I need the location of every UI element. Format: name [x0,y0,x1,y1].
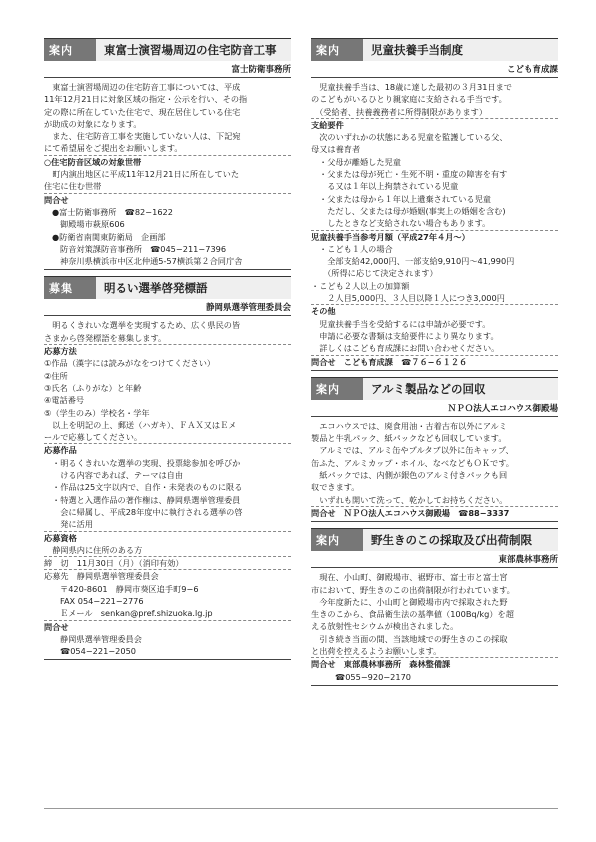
text-line: 支給要件 [311,119,344,130]
text-line: と出荷を控えるようお願いします。 [311,645,558,658]
text-line: 今年度新たに、小山町と御殿場市内で採取された野 [311,596,508,607]
text-line: エコハウスでは、廃食用油・古着古布以外にアルミ [311,420,507,431]
category-tag: 案内 [311,529,363,551]
text-line: 以上を明記の上、郵送（ハガキ）、ＦＡＸ又はＥメ [44,419,237,430]
text-line: 明るくきれいな選挙を実現するため、広く県民の皆 [44,320,241,331]
section-title: 児童扶養手当制度 [363,39,558,61]
text-line: ④電話番号 [44,395,85,406]
notice-section [311,38,558,371]
category-tag: 案内 [311,378,363,400]
text-line: ③氏名（ふりがな）と年齢 [44,382,142,393]
text-line: 応募先 静岡県選挙管理委員会 [44,571,159,582]
text-line: 缶ふた、アルミカップ・ホイル、なべなどもＯＫです。 [311,457,514,468]
text-line: 紙パックでは、内側が銀色のアルミ付きパックも回 [311,470,508,481]
notice-section [311,377,558,522]
text-line: 生きのこから、食品衛生法の基準値（100Bq/kg）を超 [311,609,514,620]
text-line: ける内容であれば、テーマは自由 [52,470,184,481]
text-line: 全部支給42,000円、一部支給9,910円〜41,990円 [319,256,515,267]
text-line: ・特選と入選作品の著作権は、静岡県選挙管理委員 [52,494,241,505]
text-line: が助成の対象になります。 [44,118,142,129]
text-line: のこどもがいるひとり親家庭に支給される手当です。 [311,94,507,105]
text-line: したときなど支給されない場合もあります。 [311,217,558,230]
organization-name: こども育成課 [311,61,558,78]
text-line: 〒420-8601 静岡市葵区追手町9−6 [60,583,199,594]
text-line: ・父母が離婚した児童 [319,156,401,167]
text-line: 次のいずれかの状態にある児童を監護している父、 [311,132,508,143]
text-line: える放射性セシウムが検出されました。 [311,621,459,632]
category-tag: 案内 [311,39,363,61]
text-line: 問合せ 東部農林事務所 森林整備課 [311,659,451,670]
text-line: ・作品は25文字以内で、自作・未発表のものに限る [52,482,243,493]
text-line: ○住宅防音区域の対象世帯 [44,156,142,167]
text-line: （受給者、扶養義務者に所得制限があります） [311,106,558,119]
text-line: 11年12月21日に対象区域の指定・公示を行い、その指 [44,94,248,105]
text-line: また、住宅防音工事を実施していない人は、下記宛 [44,131,241,142]
section-header [44,38,291,61]
text-line: ☎054−221−2050 [60,646,137,657]
text-line: ・こども２人以上の加算額 [311,280,410,291]
text-line: 町内演出地区に平成11年12月21日に所在していた [44,169,240,180]
left-column [44,38,291,666]
notice-section [311,528,558,686]
text-line: ①作品（漢字には読みがなをつけてください） [44,358,216,369]
organization-name: ＮＰＯ法人エコハウス御殿場 [311,400,558,417]
text-line: 収できます。 [311,482,360,493]
text-line: 発に活用 [44,518,291,531]
text-line: 応募作品 [44,445,77,456]
category-tag: 募集 [44,277,96,299]
text-line: 御殿場市萩原606 [60,219,125,230]
text-line: 母又は養育者 [311,144,361,155]
text-line: 神奈川県横浜市中区北仲通5-57横浜第２合同庁舎 [60,256,243,267]
text-line: ・明るくきれいな選挙の実現、投票総参加を呼びか [52,457,241,468]
text-line: アルミでは、アルミ缶やプルタブ以外に缶キャップ、 [311,445,514,456]
section-header [311,377,558,400]
text-line: 締 切 11月30日（月）（消印有効） [44,557,291,570]
text-line: 詳しくはこども育成課にお問い合わせください。 [311,342,558,355]
section-divider [311,370,558,371]
text-line: その他 [311,306,336,317]
text-line: ２人目5,000円、３人目以降１人につき3,000円 [311,292,558,305]
text-line: 応募資格 [44,532,77,543]
page-bottom-rule [44,808,558,809]
text-line: 会に帰属し、平成28年度中に執行される選挙の啓 [52,506,243,517]
notice-section [44,38,291,270]
text-line: いずれも開いて洗って、乾かしてお持ちください。 [311,494,558,507]
right-column [311,38,558,692]
text-line: 児童扶養手当参考月額（平成27年４月〜） [311,231,470,242]
text-line: 防音対策課防音事務所 ☎045−211−7396 [60,243,227,254]
section-divider [44,659,291,660]
section-title: 野生きのこの採取及び出荷制限 [363,529,558,551]
text-line: る又は１年以上拘禁されている児童 [319,181,459,192]
section-title: 東富士演習場周辺の住宅防音工事 [96,39,291,61]
text-line: 市において、野生きのこの出荷制限が行われています。 [311,584,515,595]
notice-section [44,276,291,660]
text-line: ②住所 [44,370,68,381]
section-divider [311,521,558,522]
text-line: 問合せ [44,621,69,632]
text-line: ・父または母が死亡・生死不明・重度の障害を有す [319,169,508,180]
text-line: ・こども１人の場合 [319,243,393,254]
text-line: にて希望届をご提出をお願いします。 [44,142,291,155]
section-header [311,38,558,61]
text-line: 応募方法 [44,346,77,357]
text-line: ⑤（学生のみ）学校名・学年 [44,407,150,418]
category-tag: 案内 [44,39,96,61]
text-line: 東富士演習場周辺の住宅防音工事については、平成 [44,82,241,92]
section-header [44,276,291,299]
text-line: 問合せ [44,194,69,205]
section-title: 明るい選挙啓発標語 [96,277,291,299]
section-title: アルミ製品などの回収 [363,378,558,400]
text-line: 製品と牛乳パック、紙パックなども回収しています。 [311,433,507,444]
section-header [311,528,558,551]
text-line: ☎055−920−2170 [335,671,412,682]
section-divider [44,269,291,270]
text-line: 静岡県選挙管理委員会 [60,633,142,644]
text-line: ●富士防衛事務所 ☎82−1622 [52,206,173,217]
text-line: 現在、小山町、御殿場市、裾野市、富士市と富士宮 [311,572,508,583]
text-line: FAX 054−221−2776 [60,595,144,606]
text-line: ・父または母から１年以上遺棄されている児童 [319,193,491,204]
text-line: Ｅメール senkan@pref.shizuoka.lg.jp [44,607,291,620]
text-line: 問合せ こども育成課 ☎７６−６１２６ [311,356,468,367]
text-line: さまから啓発標語を募集します。 [44,332,291,345]
organization-name: 東部農林事務所 [311,551,558,568]
organization-name: 富士防衛事務所 [44,61,291,78]
text-line: 児童扶養手当は、18歳に達した最初の３月31日まで [311,82,512,92]
text-line: ●防衛省南関東防衛局 企画部 [52,231,166,242]
text-line: 定の際に所在していた住宅で、現在居住している住宅 [44,106,241,117]
text-line: 静岡県内に住所のある方 [44,544,291,557]
text-line: 住宅に住む世帯 [44,180,291,193]
section-divider [311,685,558,686]
text-line: 引き続き当面の間、当該地域での野生きのこの採取 [311,633,508,644]
organization-name: 静岡県選挙管理委員会 [44,299,291,316]
text-line: 申請に必要な書類は支給要件により異なります。 [311,330,499,341]
text-line: ただし、父または母が婚姻(事実上の婚姻を含む) [319,205,506,216]
text-line: 児童扶養手当を受給するには申請が必要です。 [311,318,491,329]
text-line: 問合せ ＮＰＯ法人エコハウス御殿場 ☎88−3337 [311,507,510,518]
text-line: ールで応募してください。 [44,431,291,444]
text-line: （所得に応じて決定されます） [319,268,438,279]
